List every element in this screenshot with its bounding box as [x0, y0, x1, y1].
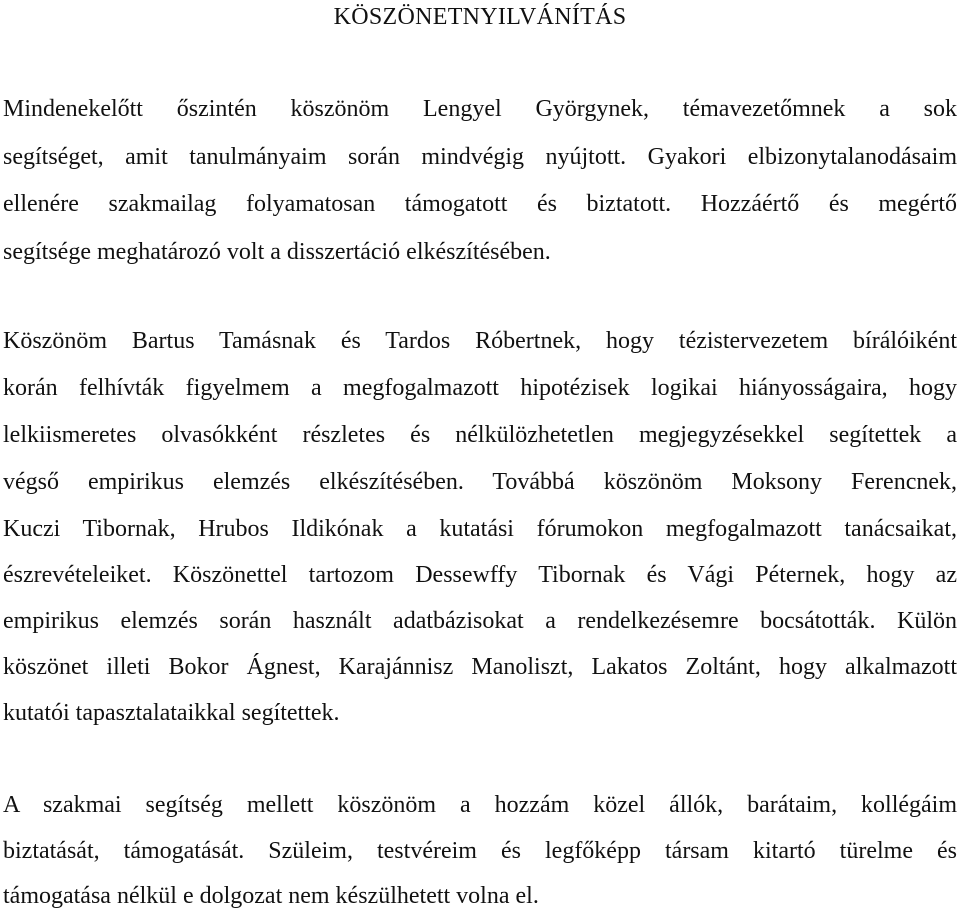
paragraph-line: biztatását, támogatását. Szüleim, testvéreim és legfőképp társam kitartó türelme és: [3, 838, 957, 864]
paragraph-line: korán felhívták figyelmem a megfogalmazott hipotézisek logikai hiányosságaira, hogy: [3, 375, 957, 401]
paragraph-line: Köszönöm Bartus Tamásnak és Tardos Róbertnek, hogy tézistervezetem bírálóiként: [3, 328, 957, 354]
paragraph-line: segítséget, amit tanulmányaim során mindvégig nyújtott. Gyakori elbizonytalanodásaim: [3, 144, 957, 170]
paragraph-line: segítsége meghatározó volt a disszertáció elkészítésében.: [3, 239, 551, 265]
paragraph-line: kutatói tapasztalataikkal segítettek.: [3, 700, 340, 726]
paragraph-line: Mindenekelőtt őszintén köszönöm Lengyel Györgynek, témavezetőmnek a sok: [3, 96, 957, 122]
paragraph-line: végső empirikus elemzés elkészítésében. Továbbá köszönöm Moksony Ferencnek,: [3, 469, 957, 495]
paragraph-line: empirikus elemzés során használt adatbázisokat a rendelkezésemre bocsátották. Külön: [3, 608, 957, 634]
paragraph-line: támogatása nélkül e dolgozat nem készülhetett volna el.: [3, 883, 539, 909]
paragraph-line: köszönet illeti Bokor Ágnest, Karajánnisz Manoliszt, Lakatos Zoltánt, hogy alkalmazott: [3, 654, 957, 680]
paragraph-line: A szakmai segítség mellett köszönöm a hozzám közel állók, barátaim, kollégáim: [3, 792, 957, 818]
paragraph-line: Kuczi Tibornak, Hrubos Ildikónak a kutatási fórumokon megfogalmazott tanácsaikat,: [3, 516, 957, 542]
paragraph-line: lelkiismeretes olvasókként részletes és nélkülözhetetlen megjegyzésekkel segítettek a: [3, 422, 957, 448]
paragraph-line: észrevételeiket. Köszönettel tartozom Dessewffy Tibornak és Vági Péternek, hogy az: [3, 562, 957, 588]
paragraph-line: ellenére szakmailag folyamatosan támogatott és biztatott. Hozzáértő és megértő: [3, 191, 957, 217]
page-title: KÖSZÖNETNYILVÁNÍTÁS: [333, 4, 627, 30]
